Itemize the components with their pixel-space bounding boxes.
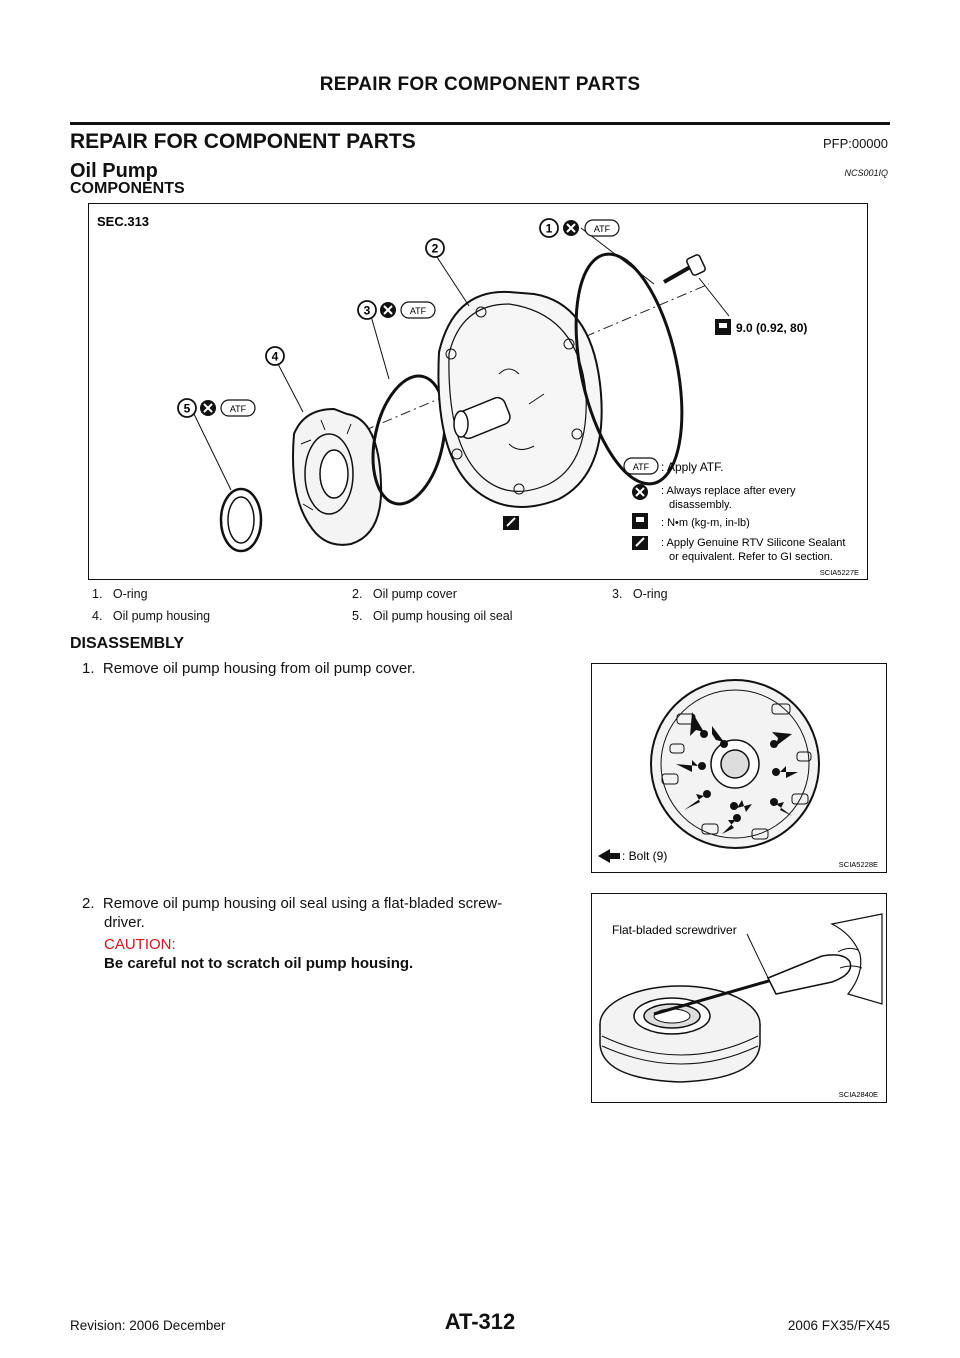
subsection-title: Oil Pump: [70, 160, 158, 182]
oil-pump-housing-drawing: [293, 409, 381, 545]
footer-model: 2006 FX35/FX45: [787, 1318, 890, 1333]
svg-text:: Bolt (9): : Bolt (9): [622, 849, 668, 863]
callout-4: [266, 347, 284, 365]
legend-sealant-2: or equivalent. Refer to GI section.: [669, 551, 833, 563]
caution-label: CAUTION:: [104, 936, 176, 953]
svg-text:ATF: ATF: [229, 404, 247, 414]
part-5: 5. Oil pump housing oil seal: [352, 609, 513, 623]
footer-page-number: AT-312: [444, 1309, 516, 1334]
components-diagram: [88, 203, 868, 580]
screwdriver-figure: [591, 893, 887, 1103]
diagram-legend: [624, 458, 845, 563]
svg-text:ATF: ATF: [632, 462, 650, 472]
figure-id: SCIA2840E: [838, 1090, 878, 1099]
disassembly-heading: DISASSEMBLY: [70, 635, 185, 652]
sec-label: SEC.313: [97, 214, 150, 229]
svg-text:5: 5: [183, 401, 191, 416]
bolt-drawing: [664, 254, 706, 282]
step-1: 1. Remove oil pump housing from oil pump cover.: [82, 660, 416, 677]
bolt-location-figure: [591, 663, 887, 873]
svg-text:2: 2: [431, 241, 439, 256]
part-1: 1. O-ring: [92, 587, 148, 601]
legend-atf: : Apply ATF.: [661, 460, 724, 474]
arrow-icon: [598, 849, 620, 863]
svg-text:ATF: ATF: [409, 306, 427, 316]
legend-replace: : Always replace after every: [661, 485, 796, 497]
footer-revision: Revision: 2006 December: [70, 1318, 226, 1333]
svg-text:4: 4: [271, 349, 279, 364]
ncs-code: NCS001IQ: [844, 168, 888, 178]
legend-sealant: : Apply Genuine RTV Silicone Sealant: [661, 537, 846, 549]
oil-pump-exploded-view: [89, 204, 866, 578]
bolt-legend: [598, 849, 667, 863]
svg-text:ATF: ATF: [593, 224, 611, 234]
section-title: REPAIR FOR COMPONENT PARTS: [70, 130, 416, 153]
callout-1: [540, 219, 619, 237]
callout-5: [178, 399, 255, 417]
screwdriver-label: Flat-bladed screwdriver: [612, 923, 737, 937]
callout-3: [358, 301, 435, 319]
step-2: 2. Remove oil pump housing oil seal using a flat-bladed screw- driver.: [82, 895, 503, 931]
components-heading: COMPONENTS: [70, 180, 185, 197]
callout-2: [426, 239, 444, 257]
figure-id: SCIA5228E: [838, 860, 878, 869]
pfp-code: PFP:00000: [822, 136, 888, 151]
legend-replace-2: disassembly.: [669, 499, 732, 511]
page-header-title: REPAIR FOR COMPONENT PARTS: [319, 74, 641, 95]
svg-text:3: 3: [363, 303, 371, 318]
part-4: 4. Oil pump housing: [92, 609, 211, 623]
svg-text:1: 1: [545, 221, 553, 236]
part-2: 2. Oil pump cover: [352, 587, 457, 601]
torque-spec: [715, 319, 807, 335]
figure-id: SCIA5227E: [819, 568, 859, 577]
svg-text:9.0 (0.92, 80): 9.0 (0.92, 80): [736, 321, 808, 335]
sealant-icon: [503, 516, 519, 530]
legend-torque: : N•m (kg-m, in-lb): [661, 517, 750, 529]
part-3: 3. O-ring: [612, 587, 668, 601]
header-rule: [70, 122, 890, 125]
oil-seal-drawing: [221, 489, 261, 551]
caution-text: Be careful not to scratch oil pump housing.: [104, 955, 414, 972]
